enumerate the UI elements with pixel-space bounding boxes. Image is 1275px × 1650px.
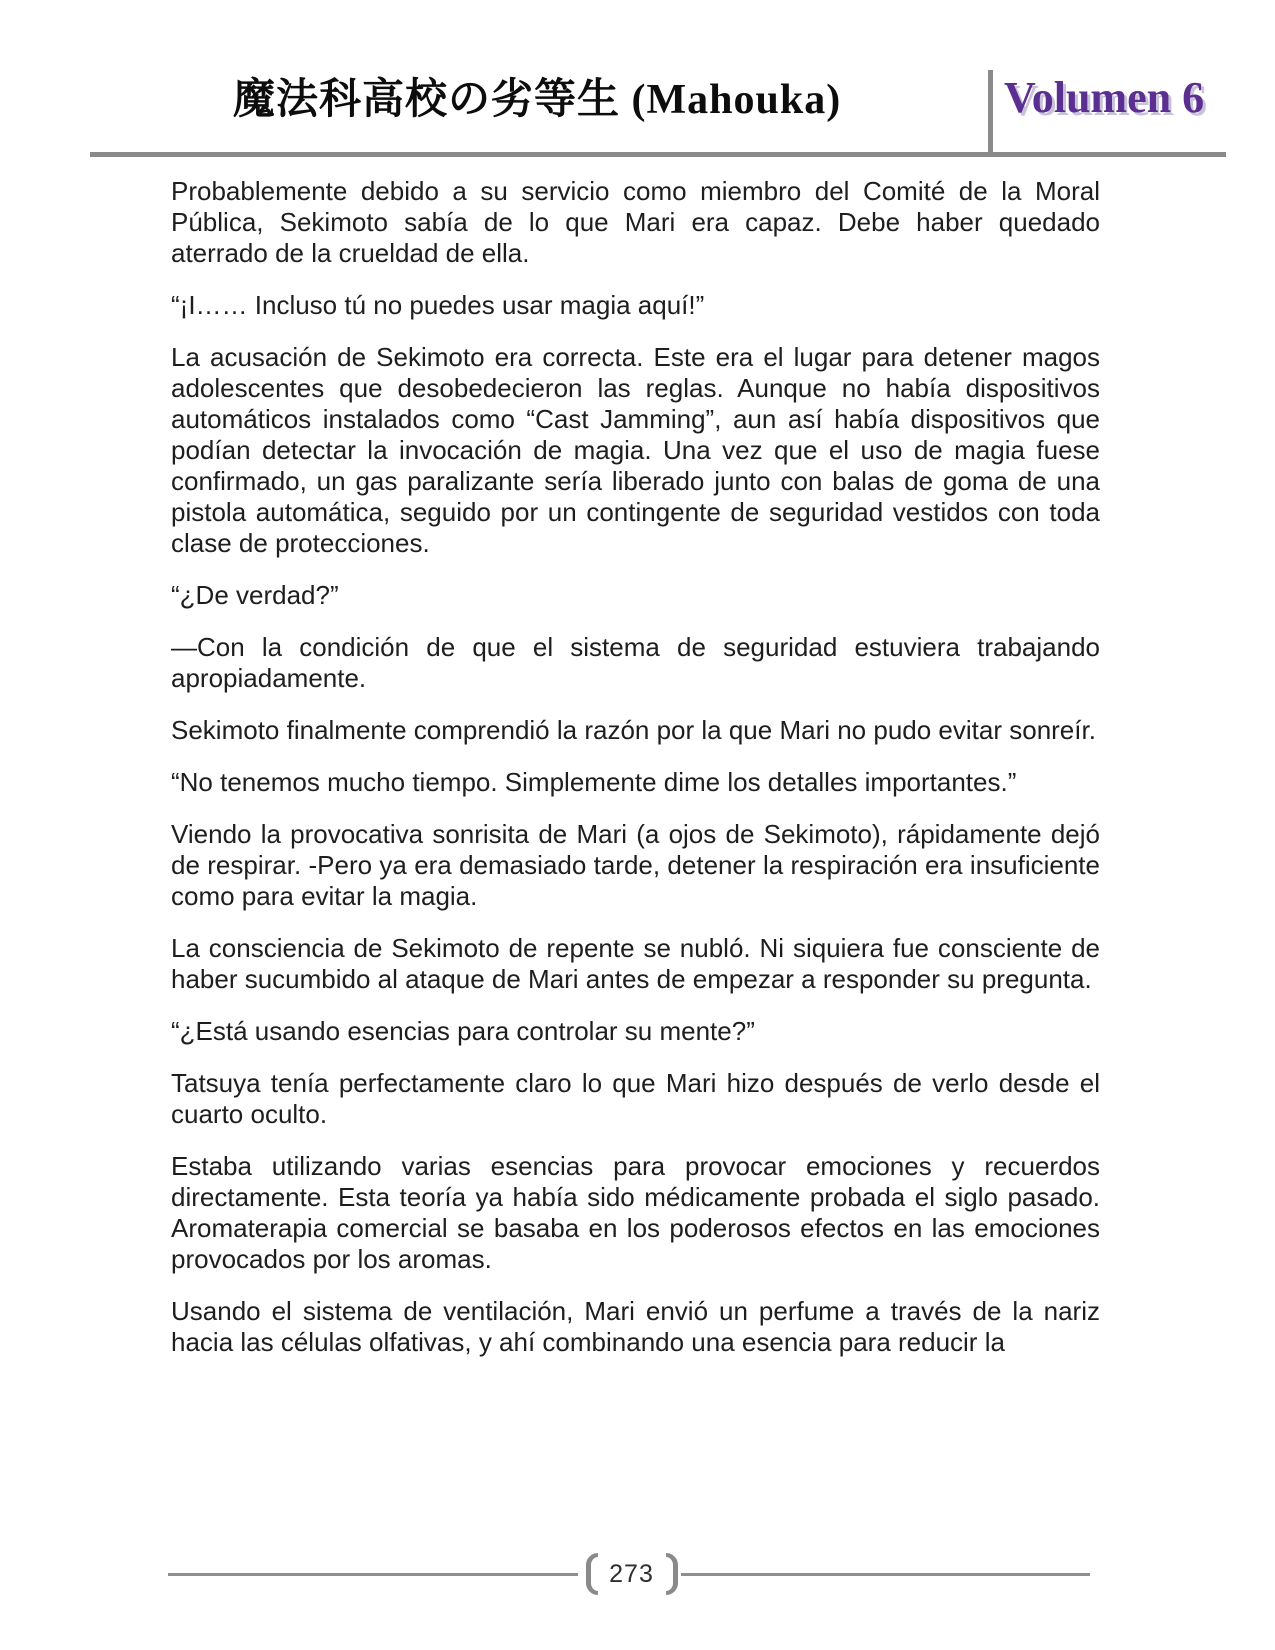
paragraph-9: La consciencia de Sekimoto de repente se nubló. Ni siquiera fue consciente de haber sucumbido al ataque de Mari antes de empezar a responder su pregunta. [171, 933, 1100, 994]
paragraph-2-dialogue: “¡I…… Incluso tú no puedes usar magia aquí!” [171, 290, 705, 320]
page-body [171, 176, 1100, 1379]
volume-label: Volumen 6 [1004, 73, 1205, 122]
footer-rule-right [681, 1573, 1091, 1576]
paragraph-4-dialogue: “¿De verdad?” [171, 580, 339, 610]
paragraph-3: La acusación de Sekimoto era correcta. Este era el lugar para detener magos adolescentes que desobedecieron las reglas. Aunque no había dispositivos automáticos instalados como “Cast Jamming”, aun así había dispositivos que podían detectar la invocación de magia. Una vez que el uso de magia fuese confirmado, un gas paralizante sería liberado junto con balas de goma de una pistola automática, seguido por un contingente de seguridad vestidos con toda clase de protecciones. [171, 342, 1100, 558]
paragraph-6: Sekimoto finalmente comprendió la razón por la que Mari no pudo evitar sonreír. [171, 715, 1096, 745]
page-number-bracket-right-icon [666, 1553, 678, 1595]
paragraph-5: —Con la condición de que el sistema de seguridad estuviera trabajando apropiadamente. [171, 632, 1100, 693]
paragraph-13: Usando el sistema de ventilación, Mari envió un perfume a través de la nariz hacia las células olfativas, y ahí combinando una esencia para reducir la [171, 1296, 1100, 1357]
paragraph-7-dialogue: “No tenemos mucho tiempo. Simplemente dime los detalles importantes.” [171, 767, 1017, 797]
paragraph-8: Viendo la provocativa sonrisita de Mari (a ojos de Sekimoto), rápidamente dejó de respirar. -Pero ya era demasiado tarde, detener la respiración era insuficiente como para evitar la magia. [171, 819, 1100, 911]
paragraph-11: Tatsuya tenía perfectamente claro lo que Mari hizo después de verlo desde el cuarto oculto. [171, 1068, 1100, 1129]
paragraph-10-dialogue: “¿Está usando esencias para controlar su mente?” [171, 1016, 755, 1046]
series-title: 魔法科高校の劣等生 (Mahouka) [233, 77, 842, 123]
header-vertical-divider [988, 70, 993, 154]
paragraph-12: Estaba utilizando varias esencias para provocar emociones y recuerdos directamente. Esta teoría ya había sido médicamente probada el siglo pasado. Aromaterapia comercial se basaba en los poderosos efectos en las emociones provocados por los aromas. [171, 1151, 1100, 1274]
footer-rule-left [168, 1573, 578, 1576]
paragraph-1: Probablemente debido a su servicio como miembro del Comité de la Moral Pública, Sekimoto sabía de lo que Mari era capaz. Debe haber quedado aterrado de la crueldad de ella. [171, 176, 1100, 268]
page-number-bracket-left-icon [586, 1553, 598, 1595]
header-rule [90, 152, 1226, 157]
page-footer [168, 1547, 1090, 1601]
page-number: 273 [609, 1559, 654, 1588]
